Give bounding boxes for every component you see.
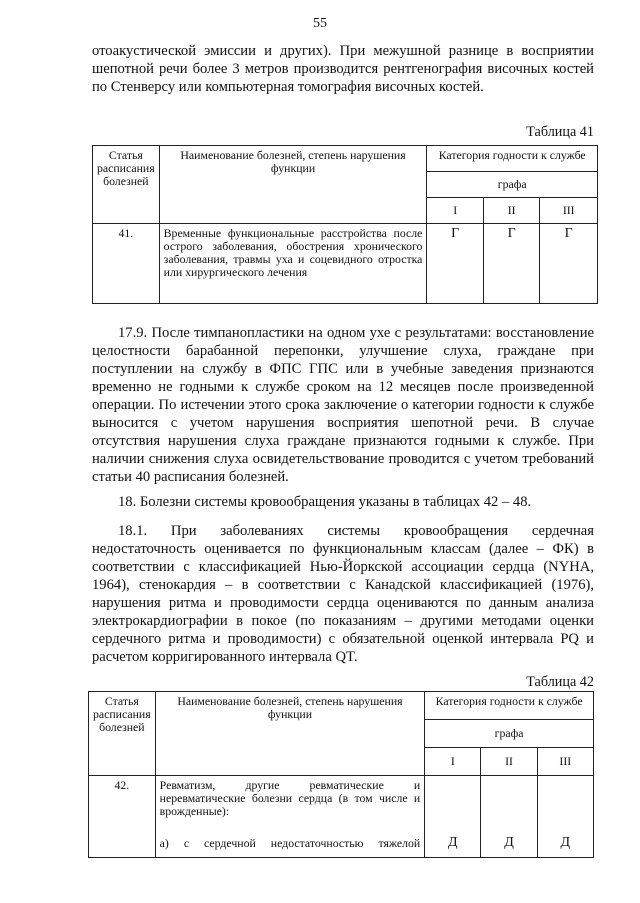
- table-42-col-1: I: [425, 748, 481, 776]
- table-42-header-article: Статья расписания болезней: [89, 692, 156, 776]
- table-41-header-disease: Наименование болезней, степень нарушения функции: [159, 146, 427, 224]
- table-42-row-number: 42.: [89, 776, 156, 858]
- table-41-header-column: графа: [427, 172, 598, 198]
- paragraph-17-9: 17.9. После тимпанопластики на одном ухе с результатами: восстановление целостности барабанной перепонки, улучшение слуха, граждане при поступлении на службу в ФПС ГПС или в учебные заведения признаются временно не годными к службе сроком на 12 месяцев после произведенной операции. По истечении этого срока заключение о категории годности к службе выносится с учетом нарушения восприятия шепотной речи. В случае отсутствия нарушения слуха граждане признаются годными к службе. При наличии снижения слуха освидетельствование проводится с учетом требований статьи 40 расписания болезней.: [92, 325, 594, 485]
- table-42-value-1: Д: [448, 835, 458, 850]
- table-41-col-1: I: [427, 198, 484, 224]
- table-41: [92, 145, 598, 304]
- table-42-value-1-cell: [425, 776, 481, 858]
- table-42-value-2: Д: [504, 835, 514, 850]
- table-42-col-3: III: [537, 748, 593, 776]
- table-41-col-2: II: [483, 198, 540, 224]
- table-42: [88, 691, 594, 858]
- table-41-row-number: 41.: [93, 224, 160, 304]
- table-41-value-3: Г: [540, 224, 598, 304]
- table-42-col-2: II: [481, 748, 537, 776]
- table-42-row-text: Ревматизм, другие ревматические и неревматические болезни сердца (в том числе и врожденные):: [155, 776, 425, 834]
- table-42-header-disease: Наименование болезней, степень нарушения функции: [155, 692, 425, 776]
- table-42-header-category: Категория годности к службе: [425, 692, 594, 720]
- paragraph-18-1: 18.1. При заболеваниях системы кровообращения сердечная недостаточность оценивается по функциональным классам (далее – ФК) в соответствии с классификацией Нью-Йоркской ассоциации сердца (NYHA, 1964), стенокардия – в соответствии с Канадской классификацией (1976), нарушения ритма и проводимости сердца оцениваются по данным анализа электрокардиографии в покое (по показаниям – другими методами оценки сердечного ритма и проводимости) с обязательной оценкой интервала PQ и расчетом корригированного интервала QT.: [92, 523, 594, 665]
- table-41-col-3: III: [540, 198, 598, 224]
- intro-paragraph: отоакустической эмиссии и других). При межушной разнице в восприятии шепотной речи более 3 метров производится рентгенография височных костей по Стенверсу или компьютерная томография височных костей.: [92, 43, 594, 95]
- page-number: 55: [313, 16, 327, 31]
- table-41-value-2: Г: [483, 224, 540, 304]
- table-42-header-column: графа: [425, 720, 594, 748]
- table-42-row-subtext: а) с сердечной недостаточностью тяжелой: [155, 834, 425, 858]
- table-41-row-text: Временные функциональные расстройства после острого заболевания, обострения хронического заболевания, травмы уха и соцевидного отростка или хирургического лечения: [159, 224, 427, 304]
- table-42-caption: Таблица 42: [526, 674, 594, 690]
- table-42-value-3: Д: [560, 835, 571, 850]
- table-41-caption: Таблица 41: [526, 124, 594, 140]
- paragraph-18: 18. Болезни системы кровообращения указаны в таблицах 42 – 48.: [118, 494, 532, 510]
- table-41-header-article: Статья расписания болезней: [93, 146, 160, 224]
- table-42-value-3-cell: [537, 776, 593, 858]
- table-42-value-2-cell: [481, 776, 537, 858]
- table-41-value-1: Г: [427, 224, 484, 304]
- table-41-header-category: Категория годности к службе: [427, 146, 598, 172]
